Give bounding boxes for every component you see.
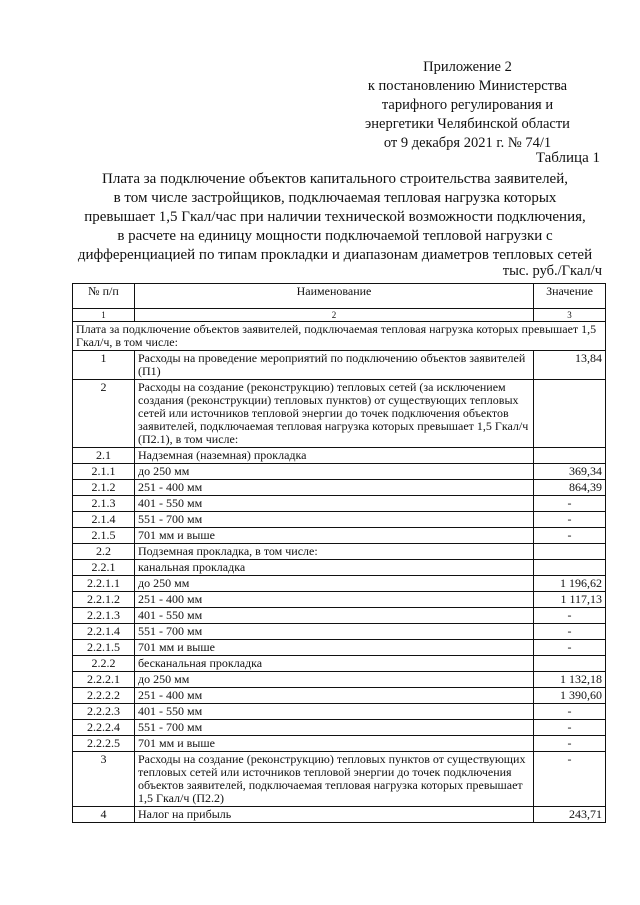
table-label: Таблица 1 [535, 150, 600, 166]
row-name: до 250 мм [135, 672, 534, 688]
row-value: - [534, 512, 606, 528]
table-row [73, 592, 606, 608]
row-value: 243,71 [534, 807, 606, 823]
row-number: 2.1.3 [73, 496, 135, 512]
column-index: 3 [534, 309, 606, 322]
header-number: № п/п [73, 284, 135, 309]
row-number: 2.1.5 [73, 528, 135, 544]
row-number: 2.2.2.2 [73, 688, 135, 704]
row-value: - [534, 736, 606, 752]
header-name: Наименование [135, 284, 534, 309]
table-row [73, 672, 606, 688]
row-number: 2.2.2.1 [73, 672, 135, 688]
table-row [73, 656, 606, 672]
row-name: канальная прокладка [135, 560, 534, 576]
row-value: - [534, 528, 606, 544]
row-name: 251 - 400 мм [135, 592, 534, 608]
row-value: 864,39 [534, 480, 606, 496]
table-row [73, 380, 606, 448]
row-value: - [534, 640, 606, 656]
row-number: 2.2.1 [73, 560, 135, 576]
table-row [73, 720, 606, 736]
table-row [73, 448, 606, 464]
row-value: 1 132,18 [534, 672, 606, 688]
section-title-row [73, 322, 606, 351]
row-number: 2.2.2 [73, 656, 135, 672]
row-number: 2.2.1.1 [73, 576, 135, 592]
table-row [73, 480, 606, 496]
row-name: 701 мм и выше [135, 736, 534, 752]
row-name: 251 - 400 мм [135, 688, 534, 704]
row-name: 401 - 550 мм [135, 496, 534, 512]
table-header-row [73, 284, 606, 309]
row-name: 401 - 550 мм [135, 704, 534, 720]
row-value [534, 380, 606, 448]
table-row [73, 624, 606, 640]
row-name: до 250 мм [135, 576, 534, 592]
table-row [73, 807, 606, 823]
row-number: 4 [73, 807, 135, 823]
title-line: превышает 1,5 Гкал/час при наличии технической возможности подключения, [84, 209, 586, 225]
title-line: в том числе застройщиков, подключаемая тепловая нагрузка которых [113, 190, 557, 206]
row-value: - [534, 496, 606, 512]
row-name: Расходы на создание (реконструкцию) тепловых сетей (за исключением создания (реконструкции) тепловых пунктов) от существующих тепловых сетей или источников тепловой энергии до точек подключения объектов заявителей, подключаемая тепловая нагрузка которых превышает 1,5 Гкал/ч (П2.1), в том числе: [135, 380, 534, 448]
row-number: 1 [73, 351, 135, 380]
row-name: бесканальная прокладка [135, 656, 534, 672]
title-line: дифференциацией по типам прокладки и диапазонам диаметров тепловых сетей [77, 247, 593, 263]
table-row [73, 528, 606, 544]
table-row [73, 640, 606, 656]
appendix-line: тарифного регулирования и [381, 97, 554, 113]
row-name: Подземная прокладка, в том числе: [135, 544, 534, 560]
table-row [73, 496, 606, 512]
appendix-block [340, 58, 595, 153]
row-number: 3 [73, 752, 135, 807]
column-index: 2 [135, 309, 534, 322]
row-name: Расходы на проведение мероприятий по подключению объектов заявителей (П1) [135, 351, 534, 380]
table-row [73, 736, 606, 752]
row-value: 1 196,62 [534, 576, 606, 592]
row-value: - [534, 720, 606, 736]
row-value [534, 544, 606, 560]
units-label: тыс. руб./Гкал/ч [502, 263, 602, 279]
table-row [73, 544, 606, 560]
row-number: 2.2.2.5 [73, 736, 135, 752]
row-value: - [534, 704, 606, 720]
appendix-line: Приложение 2 [423, 59, 512, 75]
document-title [70, 170, 600, 265]
table-row [73, 608, 606, 624]
row-name: 701 мм и выше [135, 528, 534, 544]
title-line: Плата за подключение объектов капитального строительства заявителей, [102, 171, 568, 187]
row-number: 2.2.2.3 [73, 704, 135, 720]
row-name: 551 - 700 мм [135, 624, 534, 640]
header-value: Значение [534, 284, 606, 309]
row-number: 2.2.1.2 [73, 592, 135, 608]
table-row [73, 688, 606, 704]
row-number: 2 [73, 380, 135, 448]
row-number: 2.2.1.5 [73, 640, 135, 656]
row-value [534, 656, 606, 672]
row-name: 701 мм и выше [135, 640, 534, 656]
section-title: Плата за подключение объектов заявителей, подключаемая тепловая нагрузка которых превышает 1,5 Гкал/ч, в том числе: [73, 322, 606, 351]
row-value: 1 390,60 [534, 688, 606, 704]
row-value [534, 560, 606, 576]
appendix-line: от 9 декабря 2021 г. № 74/1 [383, 135, 552, 151]
table-row [73, 752, 606, 807]
row-value: - [534, 608, 606, 624]
row-number: 2.2.2.4 [73, 720, 135, 736]
table-row [73, 704, 606, 720]
row-number: 2.2 [73, 544, 135, 560]
row-number: 2.1.2 [73, 480, 135, 496]
column-index-row [73, 309, 606, 322]
row-value: - [534, 624, 606, 640]
row-name: Надземная (наземная) прокладка [135, 448, 534, 464]
row-number: 2.2.1.4 [73, 624, 135, 640]
row-name: Налог на прибыль [135, 807, 534, 823]
row-value: 13,84 [534, 351, 606, 380]
row-name: 251 - 400 мм [135, 480, 534, 496]
row-name: 551 - 700 мм [135, 720, 534, 736]
row-number: 2.1 [73, 448, 135, 464]
row-name: 551 - 700 мм [135, 512, 534, 528]
row-number: 2.1.1 [73, 464, 135, 480]
appendix-line: к постановлению Министерства [367, 78, 568, 94]
table-row [73, 351, 606, 380]
row-value: 369,34 [534, 464, 606, 480]
row-name: Расходы на создание (реконструкцию) тепловых пунктов от существующих тепловых сетей или источников тепловой энергии до точек подключения объектов заявителей, подключаемая тепловая нагрузка которых превышает 1,5 Гкал/ч (П2.2) [135, 752, 534, 807]
row-value: - [534, 752, 606, 807]
row-number: 2.2.1.3 [73, 608, 135, 624]
row-name: 401 - 550 мм [135, 608, 534, 624]
row-number: 2.1.4 [73, 512, 135, 528]
table-row [73, 576, 606, 592]
tariff-table [72, 283, 606, 823]
row-value [534, 448, 606, 464]
table-row [73, 560, 606, 576]
column-index: 1 [73, 309, 135, 322]
appendix-line: энергетики Челябинской области [365, 116, 570, 132]
row-name: до 250 мм [135, 464, 534, 480]
table-row [73, 464, 606, 480]
table-row [73, 512, 606, 528]
row-value: 1 117,13 [534, 592, 606, 608]
title-line: в расчете на единицу мощности подключаемой тепловой нагрузки с [117, 228, 553, 244]
